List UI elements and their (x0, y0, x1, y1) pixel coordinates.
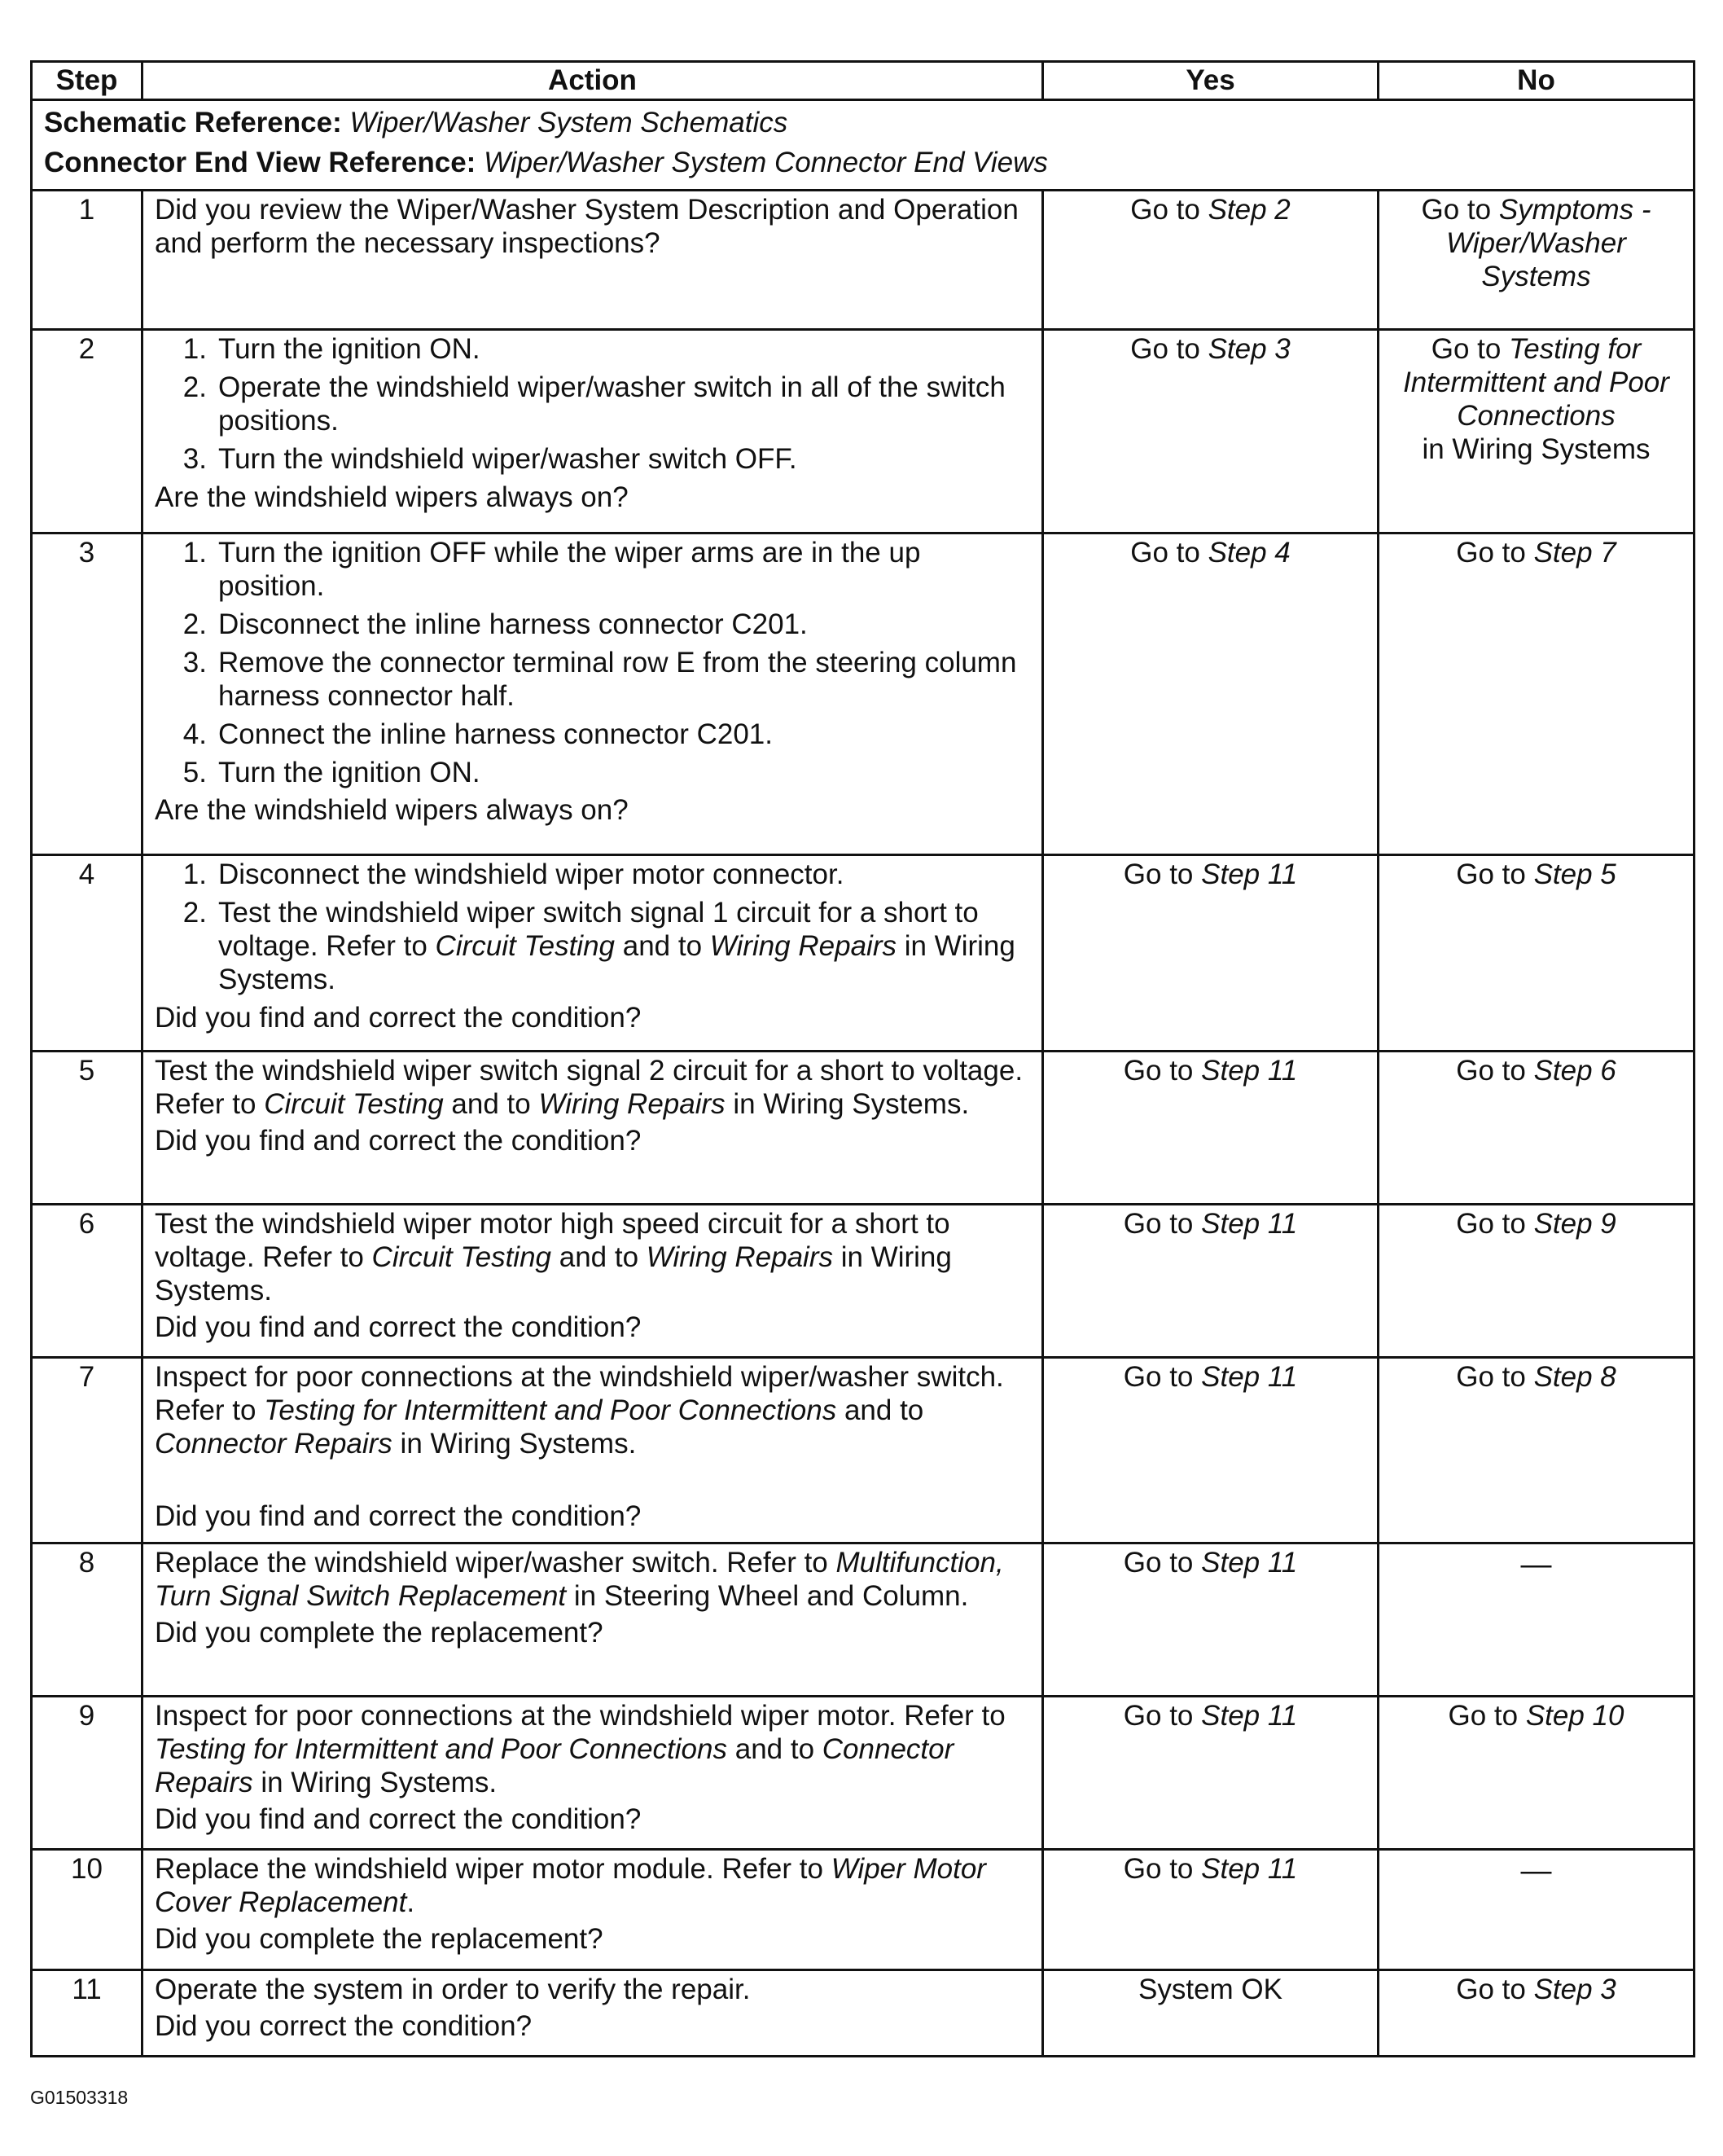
step-row-1 (32, 190, 1695, 329)
step-row-11 (32, 1969, 1695, 2056)
yes-result: Go to Step 3 (1130, 332, 1291, 365)
yes-cell (1043, 329, 1379, 533)
yes-link-step-11[interactable]: Step 11 (1201, 1699, 1298, 1732)
step-question: Did you find and correct the condition? (155, 1803, 642, 1835)
connector-reference-label: Connector End View Reference: (44, 146, 476, 178)
diagnostic-table (30, 60, 1695, 2057)
yes-result (1130, 194, 1291, 226)
yes-cell (1043, 1051, 1379, 1204)
no-result: Go to Step 7 (1456, 536, 1616, 569)
step-question: Are the windshield wipers always on? (155, 481, 629, 513)
goto-prefix: Go to (1421, 193, 1499, 226)
action-cell (142, 190, 1043, 329)
yes-link-step-11[interactable]: Step 11 (1201, 858, 1298, 890)
no-link-step-6[interactable]: Step 6 (1533, 1054, 1616, 1087)
step-number: 4 (32, 854, 142, 1051)
action-cell (142, 1696, 1043, 1849)
yes-link-step-3[interactable]: Step 3 (1208, 332, 1291, 365)
no-cell (1379, 1543, 1695, 1696)
step-row-7 (32, 1357, 1695, 1543)
action-paragraph: Did you review the Wiper/Washer System Description and Operation and perform the necessary inspections? (155, 193, 1019, 259)
multifunction-switch-replacement-link[interactable]: Multifunction, Turn Signal Switch Replacement (155, 1546, 1004, 1612)
step-question: Are the windshield wipers always on? (155, 794, 629, 827)
no-link-step-10[interactable]: Step 10 (1525, 1699, 1624, 1732)
reference-cell (32, 100, 1695, 191)
yes-cell (1043, 190, 1379, 329)
header-row (32, 62, 1695, 100)
action-cell (142, 1204, 1043, 1357)
wiring-repairs-link[interactable]: Wiring Repairs (709, 929, 897, 962)
action-cell (142, 1969, 1043, 2056)
list-item: 4. Connect the inline harness connector C201. (182, 718, 773, 750)
no-link-symptoms[interactable]: Symptoms - Wiper/Washer Systems (1446, 193, 1651, 292)
yes-link-step-11[interactable]: Step 11 (1201, 1852, 1298, 1885)
action-cell (142, 533, 1043, 854)
yes-result: Go to Step 4 (1130, 536, 1291, 569)
no-result: Go to Step 10 (1448, 1699, 1624, 1732)
yes-cell (1043, 1849, 1379, 1969)
no-result: Go to Step 6 (1456, 1054, 1616, 1087)
circuit-testing-link[interactable]: Circuit Testing (371, 1240, 552, 1273)
no-result-dash: — (1520, 1547, 1552, 1582)
action-paragraph: Replace the windshield wiper/washer switch. Refer to Multifunction, Turn Signal Switch Replacement in Steering Wheel and Column. (155, 1546, 1004, 1612)
connector-repairs-link[interactable]: Connector Repairs (155, 1732, 954, 1798)
yes-cell (1043, 1543, 1379, 1696)
wiper-motor-cover-replacement-link[interactable]: Wiper Motor Cover Replacement (155, 1852, 986, 1918)
step-number: 1 (32, 190, 142, 329)
no-result-dash: — (1520, 1853, 1552, 1888)
step-number: 10 (32, 1849, 142, 1969)
list-item: 1. Disconnect the windshield wiper motor connector. (182, 858, 844, 890)
schematic-reference-label: Schematic Reference: (44, 107, 342, 138)
yes-link-step-4[interactable]: Step 4 (1208, 536, 1291, 569)
action-cell (142, 1051, 1043, 1204)
step-row-5 (32, 1051, 1695, 1204)
step-question: Did you find and correct the condition? (155, 1311, 642, 1343)
no-link-step-9[interactable]: Step 9 (1533, 1207, 1616, 1240)
no-link-step-5[interactable]: Step 5 (1533, 858, 1616, 890)
step-row-6 (32, 1204, 1695, 1357)
no-result: Go to Step 5 (1456, 858, 1616, 890)
step-number: 9 (32, 1696, 142, 1849)
step-question: Did you complete the replacement? (155, 1922, 603, 1955)
no-link-testing-intermittent[interactable]: Testing for Intermittent and Poor Connections (1403, 332, 1669, 432)
action-cell (142, 1543, 1043, 1696)
figure-id: G01503318 (30, 2087, 129, 2108)
action-cell (142, 329, 1043, 533)
action-cell (142, 1357, 1043, 1543)
yes-cell (1043, 854, 1379, 1051)
yes-result: Go to Step 11 (1123, 1852, 1298, 1885)
header-no: No (1379, 62, 1695, 100)
yes-link-step-11[interactable]: Step 11 (1201, 1360, 1298, 1393)
yes-cell (1043, 1204, 1379, 1357)
reference-row (32, 100, 1695, 191)
step-question: Did you find and correct the condition? (155, 1124, 642, 1157)
no-cell (1379, 854, 1695, 1051)
yes-cell (1043, 1696, 1379, 1849)
yes-cell (1043, 533, 1379, 854)
yes-result: Go to Step 11 (1123, 858, 1298, 890)
action-paragraph: Replace the windshield wiper motor module. Refer to Wiper Motor Cover Replacement. (155, 1852, 986, 1918)
list-item: 5. Turn the ignition ON. (182, 756, 480, 788)
step-row-2 (32, 329, 1695, 533)
yes-result: Go to Step 11 (1123, 1360, 1298, 1393)
step-number: 8 (32, 1543, 142, 1696)
no-cell (1379, 533, 1695, 854)
yes-link-step-11[interactable]: Step 11 (1201, 1546, 1298, 1579)
header-action: Action (142, 62, 1043, 100)
list-item: 1. Turn the ignition ON. (182, 332, 480, 365)
no-link-step-7[interactable]: Step 7 (1533, 536, 1616, 569)
yes-result: Go to Step 11 (1123, 1546, 1298, 1579)
action-paragraph: Test the windshield wiper switch signal 2 circuit for a short to voltage. Refer to Circuit Testing and to Wiring Repairs in Wiring Systems. (155, 1054, 1024, 1120)
no-result-suffix: in Wiring Systems (1422, 433, 1651, 465)
connector-reference-link[interactable]: Wiper/Washer System Connector End Views (484, 146, 1048, 178)
yes-link-step-11[interactable]: Step 11 (1201, 1054, 1298, 1087)
schematic-reference (44, 107, 1681, 140)
no-link-step-3[interactable]: Step 3 (1533, 1973, 1616, 2005)
list-item: 3. Remove the connector terminal row E from the steering column harness connector half. (182, 646, 1017, 712)
no-cell (1379, 329, 1695, 533)
circuit-testing-link[interactable]: Circuit Testing (435, 929, 616, 962)
list-item: 3. Turn the windshield wiper/washer switch OFF. (182, 442, 797, 475)
step-number: 6 (32, 1204, 142, 1357)
yes-link-step-2[interactable]: Step 2 (1208, 193, 1291, 226)
action-paragraph: Operate the system in order to verify the repair. (155, 1973, 751, 2005)
action-cell (142, 1849, 1043, 1969)
action-cell (142, 854, 1043, 1051)
no-link-step-8[interactable]: Step 8 (1533, 1360, 1616, 1393)
goto-prefix: Go to (1130, 193, 1208, 226)
step-number: 7 (32, 1357, 142, 1543)
yes-result-system-ok: System OK (1138, 1973, 1282, 2005)
no-cell (1379, 1696, 1695, 1849)
step-question: Did you find and correct the condition? (155, 1500, 642, 1532)
no-result: Go to Testing for Intermittent and Poor Connections in Wiring Systems (1403, 332, 1669, 465)
list-item: 2. Test the windshield wiper switch signal 1 circuit for a short to voltage. Refer to Circuit Testing and to Wiring Repairs in Wiring Systems. (182, 896, 1015, 995)
schematic-reference-link[interactable]: Wiper/Washer System Schematics (349, 107, 788, 138)
step-row-8 (32, 1543, 1695, 1696)
step-row-10 (32, 1849, 1695, 1969)
step-number: 5 (32, 1051, 142, 1204)
yes-cell (1043, 1969, 1379, 2056)
step-row-4 (32, 854, 1695, 1051)
list-item: 2. Operate the windshield wiper/washer switch in all of the switch positions. (182, 371, 1006, 437)
step-number: 2 (32, 329, 142, 533)
connector-repairs-link[interactable]: Connector Repairs (155, 1427, 392, 1460)
no-cell (1379, 1204, 1695, 1357)
testing-intermittent-link[interactable]: Testing for Intermittent and Poor Connections (155, 1732, 727, 1765)
testing-intermittent-link[interactable]: Testing for Intermittent and Poor Connections (264, 1394, 837, 1426)
no-result: Go to Step 9 (1456, 1207, 1616, 1240)
step-number: 3 (32, 533, 142, 854)
step-row-3 (32, 533, 1695, 854)
list-item: 1. Turn the ignition OFF while the wiper arms are in the up position. (182, 536, 921, 602)
no-result (1421, 194, 1651, 292)
yes-cell (1043, 1357, 1379, 1543)
no-cell (1379, 1969, 1695, 2056)
connector-end-view-reference (44, 147, 1681, 180)
step-question: Did you complete the replacement? (155, 1616, 603, 1649)
action-paragraph: Inspect for poor connections at the windshield wiper/washer switch. Refer to Testing for Intermittent and Poor Connections and to Connector Repairs in Wiring Systems. (155, 1360, 1004, 1460)
step-number: 11 (32, 1969, 142, 2056)
no-cell (1379, 1051, 1695, 1204)
yes-result: Go to Step 11 (1123, 1054, 1298, 1087)
no-cell (1379, 190, 1695, 329)
action-paragraph: Inspect for poor connections at the windshield wiper motor. Refer to Testing for Intermittent and Poor Connections and to Connector Repairs in Wiring Systems. (155, 1699, 1006, 1798)
no-result: Go to Step 3 (1456, 1973, 1616, 2005)
wiring-repairs-link[interactable]: Wiring Repairs (538, 1087, 726, 1120)
yes-result: Go to Step 11 (1123, 1207, 1298, 1240)
no-cell (1379, 1849, 1695, 1969)
action-paragraph: Test the windshield wiper motor high speed circuit for a short to voltage. Refer to Circuit Testing and to Wiring Repairs in Wiring Systems. (155, 1207, 952, 1306)
yes-link-step-11[interactable]: Step 11 (1201, 1207, 1298, 1240)
step-question: Did you find and correct the condition? (155, 1001, 642, 1034)
header-yes: Yes (1043, 62, 1379, 100)
no-result: Go to Step 8 (1456, 1360, 1616, 1393)
step-row-9 (32, 1696, 1695, 1849)
wiring-repairs-link[interactable]: Wiring Repairs (646, 1240, 833, 1273)
yes-result: Go to Step 11 (1123, 1699, 1298, 1732)
step-question: Did you correct the condition? (155, 2009, 533, 2042)
list-item: 2. Disconnect the inline harness connector C201. (182, 608, 808, 640)
circuit-testing-link[interactable]: Circuit Testing (264, 1087, 444, 1120)
header-step: Step (32, 62, 142, 100)
no-cell (1379, 1357, 1695, 1543)
